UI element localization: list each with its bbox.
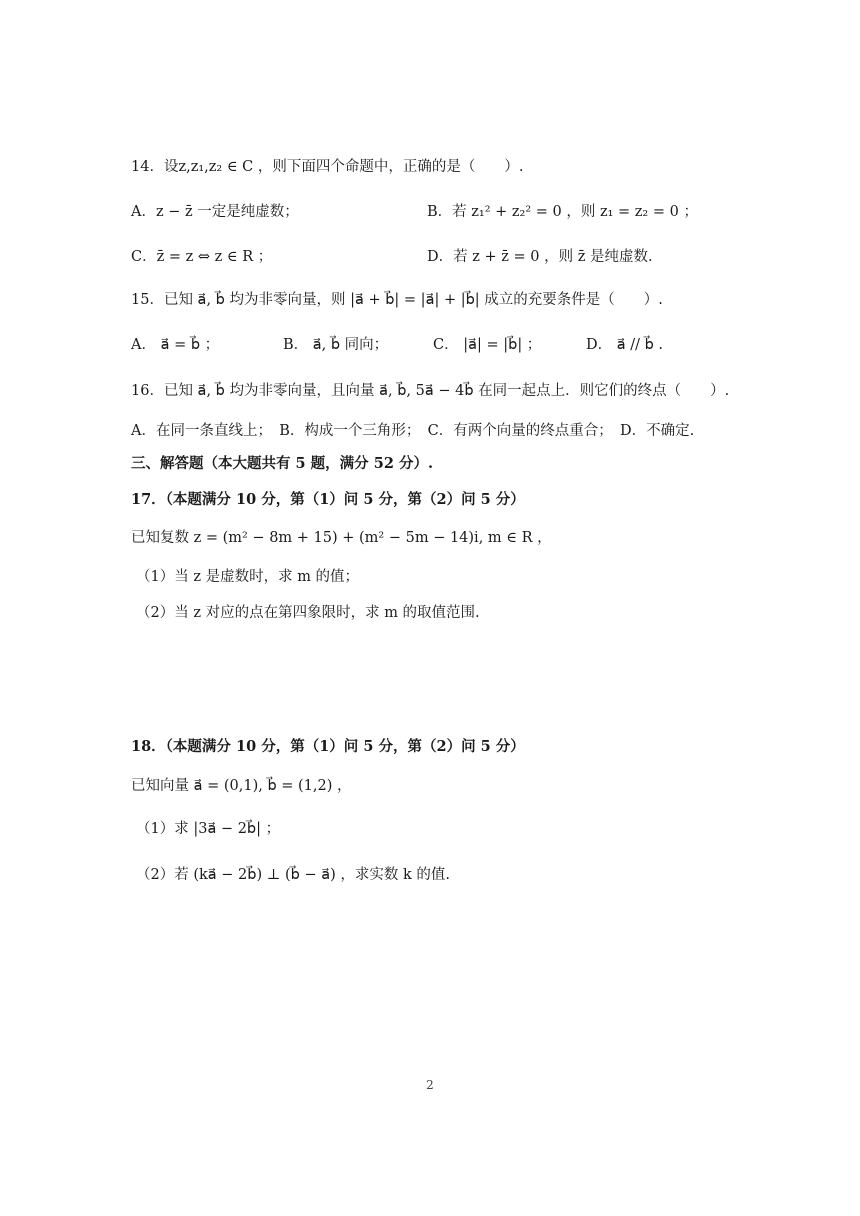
q14-option-a: A．z − z̄ 一定是纯虚数； xyxy=(131,204,299,220)
q15-stem: 15．已知 a⃗, b⃗ 均为非零向量，则 |a⃗ + b⃗| = |a⃗| + |b⃗| 成立的充要条件是（ ）. xyxy=(131,292,663,308)
q16-options: A．在同一条直线上； B．构成一个三角形； C．有两个向量的终点重合； D．不确定. xyxy=(131,423,695,439)
page-number: 2 xyxy=(426,1078,434,1092)
q16-stem: 16．已知 a⃗, b⃗ 均为非零向量，且向量 a⃗, b⃗, 5a⃗ − 4b⃗ 在同一起点上．则它们的终点（ ）. xyxy=(131,383,730,399)
q18-part1: （1）求 |3a⃗ − 2b⃗| ； xyxy=(136,821,281,837)
q15-option-a: A． a⃗ = b⃗ ； xyxy=(131,337,220,353)
q14-stem: 14．设z,z₁,z₂ ∈ C ，则下面四个命题中，正确的是（ ）. xyxy=(131,159,524,175)
q15-option-d: D． a⃗ // b⃗ . xyxy=(586,337,664,353)
q17-part2: （2）当 z 对应的点在第四象限时，求 m 的取值范围. xyxy=(136,605,480,621)
q18-header: 18．（本题满分 10 分，第（1）问 5 分，第（2）问 5 分） xyxy=(131,738,525,755)
q15-option-c: C． |a⃗| = |b⃗| ； xyxy=(433,337,542,353)
q17-header: 17．（本题满分 10 分，第（1）问 5 分，第（2）问 5 分） xyxy=(131,491,525,508)
q17-part1: （1）当 z 是虚数时，求 m 的值； xyxy=(136,569,360,585)
section-heading: 三、解答题（本大题共有 5 题，满分 52 分）. xyxy=(131,455,434,472)
q14-option-d: D．若 z + z̄ = 0 ，则 z̄ 是纯虚数. xyxy=(427,249,653,265)
q18-stem: 已知向量 a⃗ = (0,1), b⃗ = (1,2) ， xyxy=(131,778,352,794)
q14-option-b: B．若 z₁² + z₂² = 0 ，则 z₁ = z₂ = 0 ； xyxy=(427,204,698,220)
q18-part2: （2）若 (ka⃗ − 2b⃗) ⊥ (b⃗ − a⃗) ，求实数 k 的值. xyxy=(136,867,450,883)
q14-option-c: C．z̄ = z ⇔ z ∈ R ； xyxy=(131,249,273,265)
q15-option-b: B． a⃗, b⃗ 同向； xyxy=(283,337,389,353)
q17-stem: 已知复数 z = (m² − 8m + 15) + (m² − 5m − 14)i, m ∈ R ， xyxy=(131,530,552,546)
